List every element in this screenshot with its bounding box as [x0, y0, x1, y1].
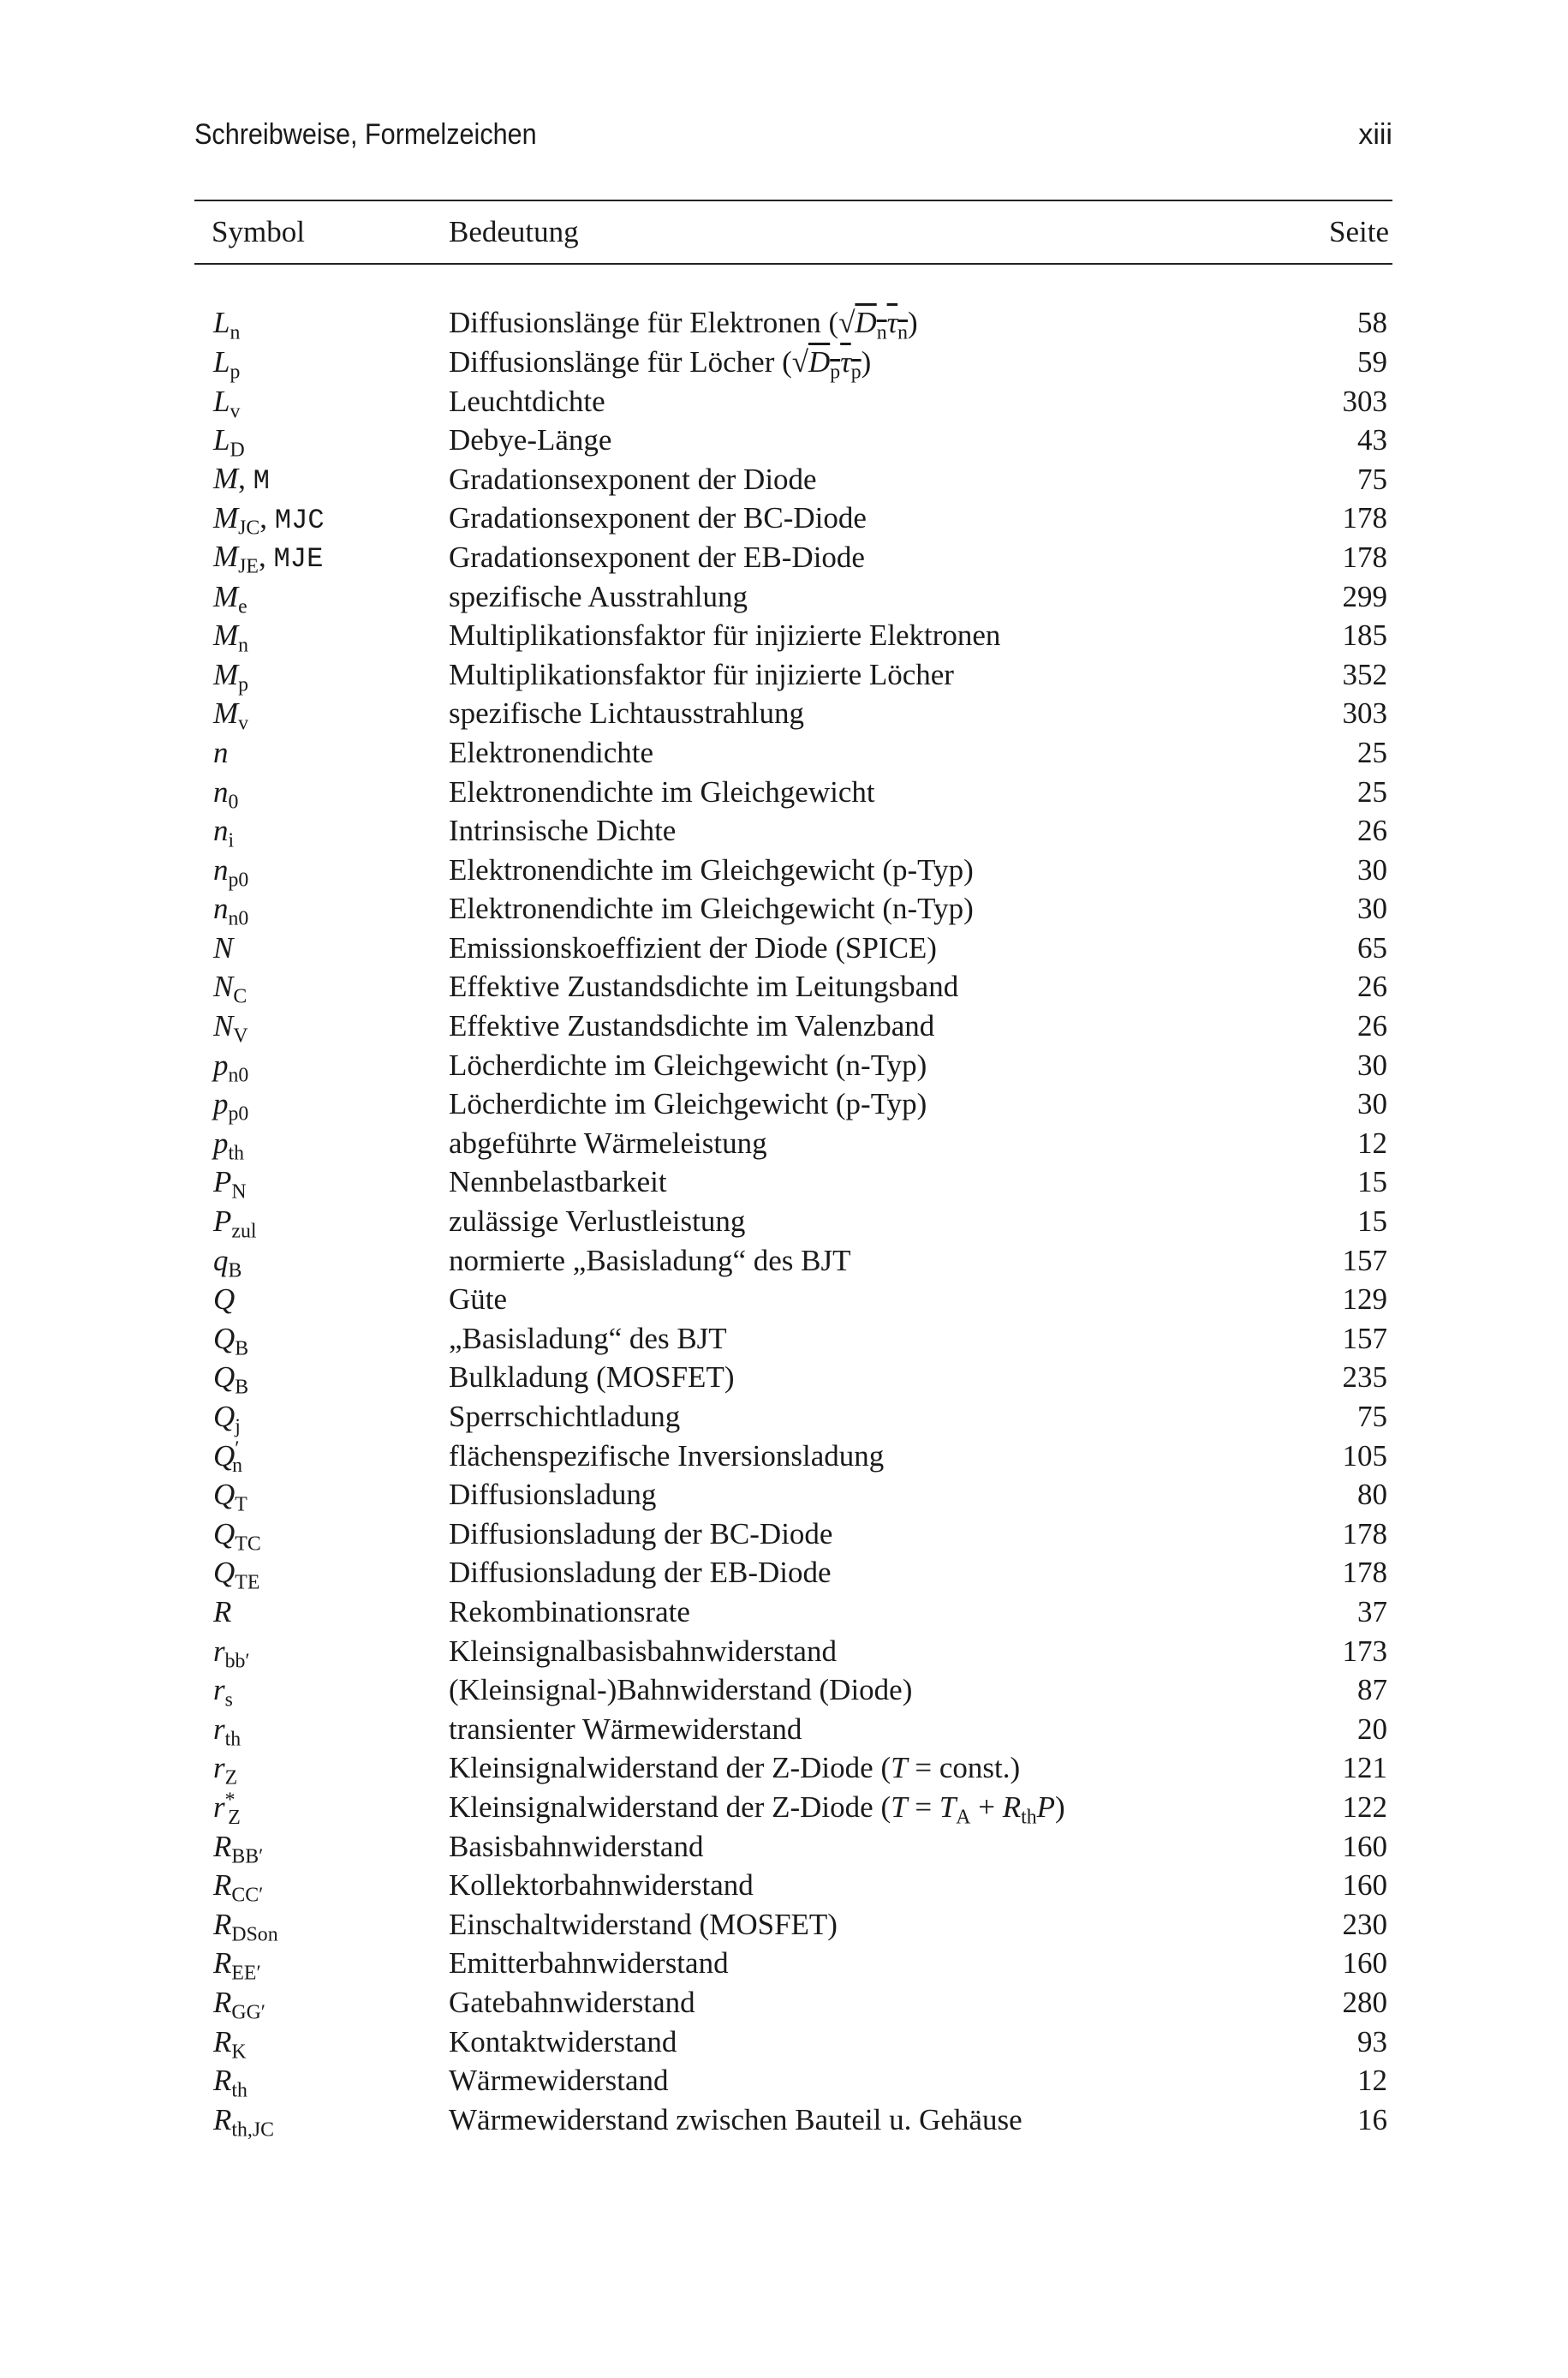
symbol-subscript: th: [231, 2079, 247, 2102]
page-cell: 105: [1342, 1438, 1387, 1473]
table-row: [194, 1710, 1392, 1749]
page-cell: 43: [1357, 423, 1387, 457]
page-cell: 178: [1342, 501, 1387, 535]
symbol-cell: [194, 1397, 449, 1437]
table-row: [194, 1163, 1392, 1203]
meaning-cell: Intrinsische Dichte: [449, 814, 677, 848]
symbol-cell: [194, 1319, 449, 1359]
page-cell: 25: [1357, 774, 1387, 809]
meaning-cell: Emitterbahnwiderstand: [449, 1946, 729, 1981]
symbol-cell: [194, 616, 449, 655]
table-row: [194, 773, 1392, 812]
table-row: [194, 1202, 1392, 1241]
meaning-cell: „Basisladung“ des BJT: [449, 1321, 727, 1355]
meaning-cell: Kontaktwiderstand: [449, 2024, 677, 2058]
meaning-cell: Kleinsignalwiderstand der Z-Diode $(T = T_A + R_{th}P)$: [449, 1789, 1065, 1829]
meaning-cell: Rekombinationsrate: [449, 1594, 690, 1628]
meaning-cell: Wärmewiderstand: [449, 2064, 669, 2098]
symbol-subscript: Z: [228, 1806, 241, 1829]
symbol-cell: [194, 2100, 449, 2140]
meaning-cell: Nennbelastbarkeit: [449, 1165, 667, 1199]
page-cell: 157: [1342, 1321, 1387, 1355]
section-title: Schreibweise, Formelzeichen: [194, 118, 537, 151]
symbol-subscript: JE: [238, 556, 259, 579]
meaning-cell: Basisbahnwiderstand: [449, 1829, 704, 1863]
symbol-cell: [194, 1983, 449, 2022]
table-row: [194, 2022, 1392, 2062]
page-cell: 15: [1357, 1204, 1387, 1239]
page-cell: 160: [1342, 1829, 1387, 1863]
symbol-base: n: [213, 892, 229, 926]
table-row: [194, 1084, 1392, 1124]
symbol-base: Q: [213, 1400, 235, 1434]
meaning-cell: Elektronendichte: [449, 735, 654, 769]
symbol-base: M: [213, 696, 239, 731]
symbol-base: M: [213, 579, 239, 613]
symbol-cell: [194, 851, 449, 890]
symbol-subscript: e: [238, 595, 247, 618]
symbol-base: n: [213, 814, 229, 848]
symbol-cell: [194, 1124, 449, 1163]
symbol-base: R: [213, 2024, 232, 2058]
table-row: [194, 1280, 1392, 1319]
symbol-base: Q: [213, 1478, 235, 1512]
meaning-cell: Kollektorbahnwiderstand: [449, 1868, 754, 1903]
meaning-cell: Löcherdichte im Gleichgewicht (n-Typ): [449, 1048, 927, 1082]
page-cell: 178: [1342, 1516, 1387, 1550]
page-cell: 37: [1357, 1594, 1387, 1628]
symbol-cell: [194, 890, 449, 929]
page-cell: 20: [1357, 1712, 1387, 1746]
symbol-base: R: [213, 1946, 232, 1981]
meaning-cell: Effektive Zustandsdichte im Leitungsband: [449, 970, 959, 1004]
symbol-base: L: [213, 344, 230, 379]
page-cell: 303: [1342, 696, 1387, 731]
table-row: [194, 1749, 1392, 1789]
symbol-subscript: V: [233, 1025, 248, 1048]
symbol-subscript: TE: [235, 1572, 260, 1594]
symbol-base: R: [213, 1907, 232, 1941]
symbol-base: p: [213, 1048, 229, 1082]
symbol-base: N: [213, 1009, 234, 1043]
symbol-cell: [194, 1592, 449, 1632]
page-cell: 178: [1342, 540, 1387, 574]
symbol-cell: [194, 1866, 449, 1905]
meaning-cell: Diffusionsladung der BC-Diode: [449, 1516, 833, 1550]
symbol-base: M: [213, 462, 239, 496]
page-cell: 26: [1357, 1009, 1387, 1043]
meaning-cell: Einschaltwiderstand (MOSFET): [449, 1907, 838, 1941]
symbol-subscript: GG′: [231, 2001, 265, 2024]
symbol-subscript: T: [235, 1493, 247, 1516]
symbol-cell: [194, 343, 449, 382]
symbol-base: L: [213, 423, 230, 457]
page-cell: 80: [1357, 1478, 1387, 1512]
page-cell: 30: [1357, 1048, 1387, 1082]
table-row: [194, 538, 1392, 577]
symbol-subscript: n: [230, 322, 241, 344]
symbol-cell: [194, 304, 449, 344]
table-row: [194, 1437, 1392, 1476]
symbol-cell: $M_{JC}$, MJC: [213, 500, 325, 540]
meaning-cell: Multiplikationsfaktor für injizierte Löcher: [449, 657, 954, 691]
symbol-base: r: [213, 1673, 225, 1707]
symbol-cell: [194, 1084, 449, 1124]
table-row: [194, 1592, 1392, 1632]
table-row: [194, 811, 1392, 851]
symbol-subscript: C: [233, 986, 247, 1009]
symbol-cell: [194, 1475, 449, 1515]
symbol-cell: [194, 1046, 449, 1085]
table-row: [194, 968, 1392, 1007]
symbol-subscript: th: [228, 1142, 245, 1165]
symbol-cell: [194, 811, 449, 851]
spice-parameter: MJC: [274, 504, 325, 536]
table-row: [194, 929, 1392, 968]
symbol-base: n: [213, 774, 229, 809]
symbol-base: R: [213, 1985, 232, 2019]
symbol-subscript: p0: [228, 1102, 249, 1126]
symbol-base: M: [213, 657, 239, 691]
meaning-cell: zulässige Verlustleistung: [449, 1204, 746, 1239]
meaning-cell: Gradationsexponent der EB-Diode: [449, 540, 865, 574]
table-row: [194, 499, 1392, 539]
table-row: [194, 382, 1392, 421]
table-row: [194, 1945, 1392, 1984]
symbol-cell: [194, 733, 449, 773]
table-row: [194, 1241, 1392, 1281]
table-row: [194, 460, 1392, 499]
symbol-subscript: 0: [228, 791, 239, 814]
page-cell: 26: [1357, 814, 1387, 848]
meaning-cell: normierte „Basisladung“ des BJT: [449, 1243, 851, 1277]
spice-parameter: M: [253, 465, 270, 498]
page-cell: 230: [1342, 1907, 1387, 1941]
page-cell: 160: [1342, 1868, 1387, 1903]
meaning-cell: Emissionskoeffizient der Diode (SPICE): [449, 930, 937, 965]
page-cell: 157: [1342, 1243, 1387, 1277]
symbol-base: r: [213, 1634, 225, 1668]
page-cell: 30: [1357, 892, 1387, 926]
page-cell: 185: [1342, 618, 1387, 653]
symbol-base: Q: [213, 1282, 235, 1317]
symbol-subscript: EE′: [231, 1962, 261, 1985]
running-head: [194, 113, 1392, 156]
table-row: [194, 2061, 1392, 2100]
page-cell: 160: [1342, 1946, 1387, 1981]
symbol-cell: $M_{JE}$, MJE: [213, 540, 324, 579]
meaning-cell: Gatebahnwiderstand: [449, 1985, 695, 2019]
page-cell: 352: [1342, 657, 1387, 691]
meaning-cell: Diffusionsladung der EB-Diode: [449, 1556, 832, 1590]
symbol-subscript: JC: [238, 517, 260, 540]
page-cell: 75: [1357, 1400, 1387, 1434]
symbol-subscript: j: [235, 1415, 241, 1438]
symbol-base: L: [213, 384, 230, 418]
symbol-subscript: v: [230, 400, 241, 423]
table-header-row: [194, 200, 1392, 264]
page-cell: 121: [1342, 1751, 1387, 1785]
symbol-cell: [194, 421, 449, 460]
symbol-subscript: p: [238, 673, 249, 696]
table-row: [194, 1670, 1392, 1710]
symbol-cell: [194, 1359, 449, 1398]
meaning-cell: Elektronendichte im Gleichgewicht (p-Typ): [449, 852, 974, 887]
page-number: xiii: [1358, 118, 1392, 151]
meaning-cell: Gradationsexponent der Diode: [449, 462, 817, 496]
symbol-cell: [194, 1554, 449, 1593]
page-cell: 16: [1357, 2102, 1387, 2136]
page-cell: 12: [1357, 1126, 1387, 1160]
symbol-cell: [194, 1905, 449, 1945]
symbol-subscript: N: [231, 1181, 247, 1204]
symbol-subscript: th,JC: [231, 2118, 274, 2142]
symbol-subscript: n: [238, 634, 249, 657]
meaning-cell: spezifische Ausstrahlung: [449, 579, 748, 613]
table-spacer: [194, 264, 1392, 304]
table-row: [194, 1788, 1392, 1827]
symbol-cell: [194, 1670, 449, 1710]
symbol-base: Q: [213, 1321, 235, 1355]
symbol-base: P: [213, 1165, 232, 1199]
symbol-base: L: [213, 306, 230, 340]
table-body: [194, 264, 1392, 2140]
page-cell: 280: [1342, 1985, 1387, 2019]
symbol-subscript: Z: [224, 1766, 238, 1789]
table-row: [194, 577, 1392, 617]
page-cell: 58: [1357, 306, 1387, 340]
symbol-cell: [194, 1202, 449, 1241]
meaning-cell: Diffusionsladung: [449, 1478, 657, 1512]
symbol-cell: [194, 929, 449, 968]
page-cell: 129: [1342, 1282, 1387, 1317]
table-row: [194, 1866, 1392, 1905]
symbol-base: Q: [213, 1516, 235, 1550]
table-row: [194, 1124, 1392, 1163]
symbol-base: Q: [213, 1360, 235, 1395]
symbol-base: M: [213, 500, 239, 535]
symbol-cell: [194, 2061, 449, 2100]
table-row: [194, 1046, 1392, 1085]
symbol-cell: [194, 1749, 449, 1789]
symbol-subscript: s: [224, 1688, 233, 1712]
symbol-cell: M, M: [213, 462, 270, 498]
symbol-cell: [194, 382, 449, 421]
table-row: [194, 655, 1392, 695]
symbol-cell: [194, 1827, 449, 1867]
page-cell: 303: [1342, 384, 1387, 418]
symbol-cell: [194, 655, 449, 695]
symbol-base: R: [213, 1868, 232, 1903]
page-cell: 235: [1342, 1360, 1387, 1395]
meaning-cell: Debye-Länge: [449, 423, 612, 457]
symbol-cell: [194, 968, 449, 1007]
symbol-subscript: B: [228, 1259, 242, 1282]
meaning-cell: spezifische Lichtausstrahlung: [449, 696, 805, 731]
symbol-subscript: B: [235, 1337, 249, 1360]
page-cell: 26: [1357, 970, 1387, 1004]
spice-parameter: MJE: [273, 543, 324, 576]
page-cell: 93: [1357, 2024, 1387, 2058]
symbol-subscript: n0: [228, 907, 249, 930]
symbol-base: r: [213, 1712, 225, 1746]
symbol-subscript: i: [228, 829, 235, 852]
meaning-cell: Elektronendichte im Gleichgewicht (n-Typ): [449, 892, 974, 926]
meaning-cell: Wärmewiderstand zwischen Bauteil u. Gehäuse: [449, 2102, 1022, 2136]
symbol-cell: [194, 2022, 449, 2062]
symbol-subscript: DSon: [231, 1923, 278, 1946]
meaning-cell: flächenspezifische Inversionsladung: [449, 1438, 885, 1473]
table-row: [194, 1359, 1392, 1398]
table-row: [194, 733, 1392, 773]
symbol-subscript: th: [224, 1728, 241, 1751]
symbol-subscript: n: [232, 1455, 243, 1478]
page-cell: 87: [1357, 1673, 1387, 1707]
meaning-cell: transienter Wärmewiderstand: [449, 1712, 802, 1746]
column-header-meaning: Bedeutung: [449, 200, 1285, 264]
page-cell: 25: [1357, 735, 1387, 769]
meaning-cell: Effektive Zustandsdichte im Valenzband: [449, 1009, 935, 1043]
page-cell: 173: [1342, 1634, 1387, 1668]
table-row: [194, 890, 1392, 929]
symbol-subscript: n0: [228, 1064, 249, 1087]
symbol-subscript: v: [238, 712, 249, 735]
symbol-cell: [194, 1515, 449, 1554]
symbol-table: [194, 200, 1392, 2140]
meaning-cell: Multiplikationsfaktor für injizierte Elektronen: [449, 618, 1001, 653]
meaning-cell: Gradationsexponent der BC-Diode: [449, 501, 867, 535]
page-cell: 30: [1357, 1087, 1387, 1121]
symbol-base: p: [213, 1087, 229, 1121]
symbol-subscript: D: [230, 439, 245, 462]
table-row: [194, 1905, 1392, 1945]
symbol-subscript: BB′: [231, 1845, 264, 1868]
page-cell: 15: [1357, 1165, 1387, 1199]
symbol-base: R: [213, 1829, 232, 1863]
symbol-base: n: [213, 735, 229, 769]
table-row: [194, 1983, 1392, 2022]
table-row: [194, 421, 1392, 460]
column-header-page: Seite: [1285, 200, 1392, 264]
symbol-cell: [194, 773, 449, 812]
symbol-subscript: bb′: [224, 1650, 250, 1673]
meaning-cell: Diffusionslänge für Elektronen $(√D_n\tau_n)$: [449, 306, 918, 344]
symbol-subscript: p0: [228, 869, 249, 892]
meaning-cell: Kleinsignalwiderstand der Z-Diode (T = const.): [449, 1751, 1021, 1785]
column-header-symbol: Symbol: [194, 200, 449, 264]
symbol-cell: [194, 577, 449, 617]
symbol-cell: [194, 1632, 449, 1671]
symbol-base: P: [213, 1204, 232, 1239]
page-cell: 178: [1342, 1556, 1387, 1590]
meaning-cell: Löcherdichte im Gleichgewicht (p-Typ): [449, 1087, 927, 1121]
table-row: [194, 1632, 1392, 1671]
symbol-cell: [194, 1163, 449, 1203]
meaning-cell: Diffusionslänge für Löcher $(√D_p\tau_p)$: [449, 344, 872, 384]
table-row: [194, 1554, 1392, 1593]
table-row: [194, 1319, 1392, 1359]
table-row: [194, 2100, 1392, 2140]
symbol-cell: [194, 1710, 449, 1749]
page-cell: 65: [1357, 930, 1387, 965]
table-row: [194, 851, 1392, 890]
symbol-base: n: [213, 852, 229, 887]
page-cell: 122: [1342, 1789, 1387, 1824]
symbol-cell: [194, 1945, 449, 1984]
symbol-base: N: [213, 930, 234, 965]
symbol-base: M: [213, 540, 239, 574]
page-cell: 12: [1357, 2064, 1387, 2098]
meaning-cell: Leuchtdichte: [449, 384, 605, 418]
table-row: [194, 1515, 1392, 1554]
meaning-cell: Kleinsignalbasisbahnwiderstand: [449, 1634, 837, 1668]
symbol-superscript: ′: [235, 1437, 240, 1460]
symbol-cell: [194, 1788, 449, 1827]
symbol-base: r: [213, 1789, 225, 1824]
table-row: [194, 304, 1392, 344]
table-row: [194, 1827, 1392, 1867]
symbol-cell: [194, 1007, 449, 1046]
symbol-base: Q: [213, 1438, 235, 1473]
symbol-subscript: K: [231, 2040, 247, 2064]
page-cell: 59: [1357, 344, 1387, 379]
meaning-cell: abgeführte Wärmeleistung: [449, 1126, 767, 1160]
table-row: [194, 343, 1392, 382]
meaning-cell: Güte: [449, 1282, 508, 1317]
symbol-base: Q: [213, 1556, 235, 1590]
meaning-cell: (Kleinsignal-)Bahnwiderstand (Diode): [449, 1673, 913, 1707]
symbol-cell: [194, 1241, 449, 1281]
page-cell: 75: [1357, 462, 1387, 496]
page-cell: 30: [1357, 852, 1387, 887]
symbol-base: R: [213, 1594, 232, 1628]
symbol-cell: [194, 695, 449, 734]
meaning-cell: Bulkladung (MOSFET): [449, 1360, 735, 1395]
symbol-cell: [194, 1437, 449, 1476]
table-row: [194, 695, 1392, 734]
symbol-base: R: [213, 2064, 232, 2098]
symbol-subscript: zul: [231, 1220, 257, 1243]
symbol-base: q: [213, 1243, 229, 1277]
meaning-cell: Sperrschichtladung: [449, 1400, 681, 1434]
meaning-cell: Elektronendichte im Gleichgewicht: [449, 774, 875, 809]
symbol-subscript: CC′: [231, 1884, 264, 1907]
table-row: [194, 1475, 1392, 1515]
symbol-cell: [194, 1280, 449, 1319]
symbol-superscript: *: [224, 1789, 235, 1812]
symbol-base: M: [213, 618, 239, 653]
symbol-subscript: TC: [235, 1533, 261, 1556]
symbol-base: p: [213, 1126, 229, 1160]
table-row: [194, 1007, 1392, 1046]
symbol-subscript: B: [235, 1377, 249, 1400]
table-row: [194, 616, 1392, 655]
symbol-subscript: p: [230, 361, 241, 384]
symbol-base: R: [213, 2102, 232, 2136]
table-row: [194, 1397, 1392, 1437]
symbol-base: N: [213, 970, 234, 1004]
page-cell: 299: [1342, 579, 1387, 613]
symbol-base: r: [213, 1751, 225, 1785]
